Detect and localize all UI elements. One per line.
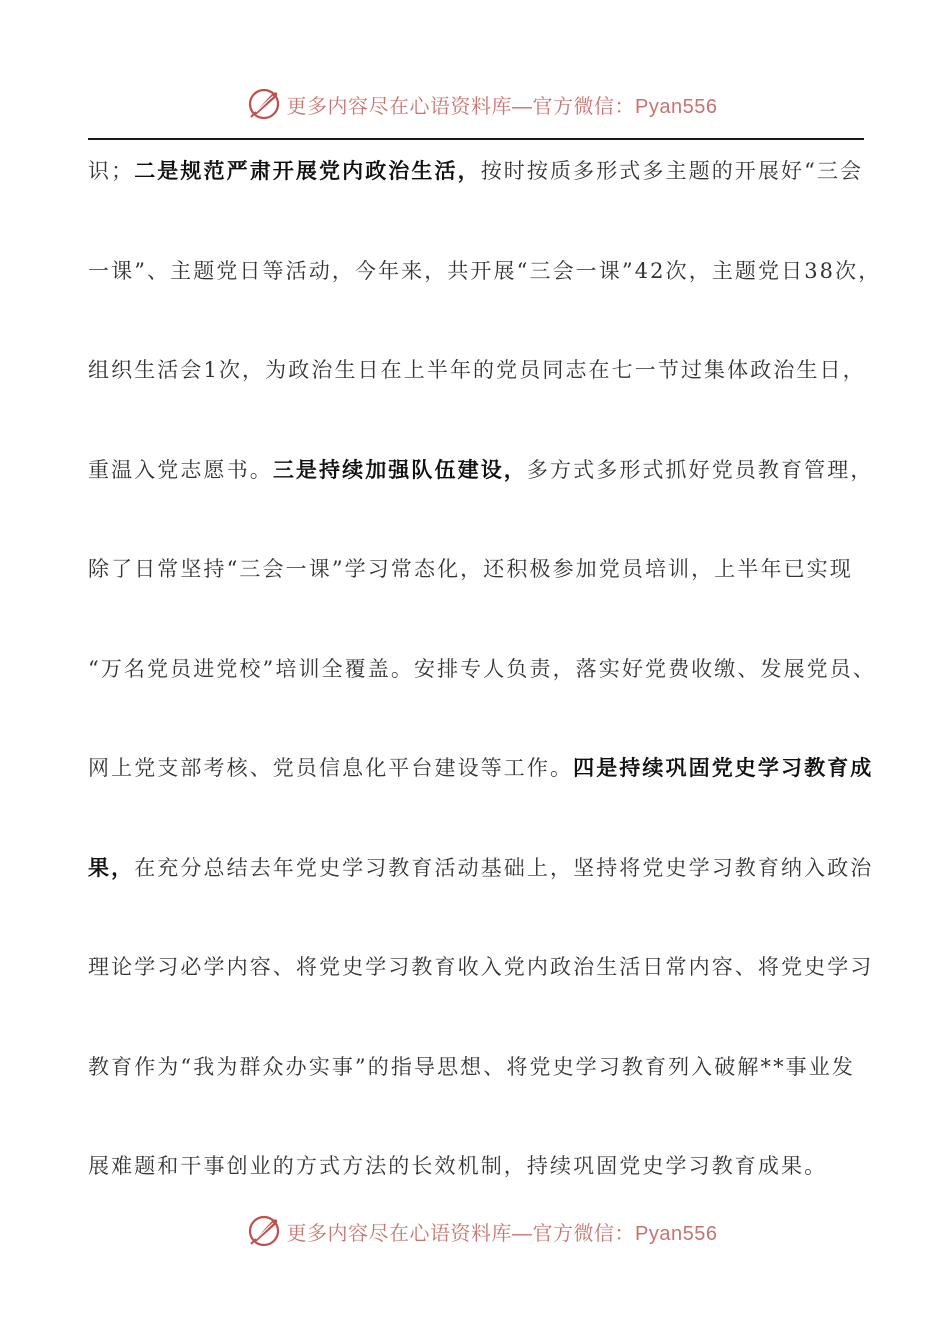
- document-body: [88, 142, 882, 1237]
- text-line-6: [88, 640, 876, 740]
- text-segment: 网上党支部考核、党员信息化平台建设等工作。: [88, 756, 574, 780]
- quill-pen-logo-icon: [247, 1214, 281, 1248]
- text-segment: 按时按质多形式多主题的开展好“三会: [480, 159, 864, 183]
- text-line-5: [88, 540, 873, 640]
- bold-heading-2: 二是规范严肃开展党内政治生活，: [134, 158, 481, 183]
- text-segment: 教育作为“我为群众办实事”的指导思想、将党史学习教育列入破解**事业发: [88, 1054, 855, 1079]
- header-banner: [0, 82, 950, 126]
- footer-site-text: 更多内容尽在心语资料库: [286, 1220, 513, 1245]
- text-segment: 在充分总结去年党史学习教育活动基础上，坚持将党史学习教育纳入政治: [134, 855, 874, 880]
- text-line-10: [88, 1038, 873, 1138]
- text-segment: 展难题和干事创业的方式方法的长效机制，持续巩固党史学习教育成果。: [88, 1154, 828, 1178]
- text-segment: 多方式多形式抓好党员教育管理，: [526, 457, 874, 482]
- footer-wechat-id: Pyan556: [635, 1222, 718, 1245]
- header-divider: [88, 138, 864, 140]
- text-line-4: [88, 441, 873, 541]
- footer-dash: —: [512, 1222, 533, 1245]
- text-segment: 组织生活会1次，为政治生日在上半年的党员同志在七一节过集体政治生日，: [88, 358, 866, 382]
- header-wechat-label: 官方微信：: [532, 93, 636, 118]
- bold-heading-4-end: 果，: [88, 854, 135, 880]
- quill-pen-logo-icon: [247, 87, 281, 121]
- text-line-9: [88, 938, 873, 1038]
- text-line-1: [88, 142, 873, 242]
- footer-banner-text: [287, 1217, 718, 1246]
- bold-heading-3: 三是持续加强队伍建设，: [272, 456, 527, 482]
- text-segment: 除了日常坚持“三会一课”学习常态化，还积极参加党员培训，上半年已实现: [88, 557, 853, 581]
- header-banner-inner: [247, 87, 718, 121]
- footer-banner: [0, 1209, 950, 1253]
- header-wechat-id: Pyan556: [635, 95, 718, 118]
- text-segment: 一课”、主题党日等活动，今年来，共开展“三会一课”42次，主题党日38次，: [88, 258, 882, 283]
- bold-heading-4: 四是持续巩固党史学习教育成: [573, 755, 874, 780]
- footer-banner-inner: [247, 1214, 718, 1248]
- text-line-8: [88, 839, 873, 939]
- text-line-3: [88, 341, 873, 441]
- text-segment: 理论学习必学内容、将党史学习教育收入党内政治生活日常内容、将党史学习: [88, 955, 874, 979]
- header-site-text: 更多内容尽在心语资料库: [286, 93, 513, 118]
- header-dash: —: [512, 95, 533, 118]
- text-line-2: [88, 242, 882, 342]
- header-banner-text: [287, 90, 718, 119]
- footer-wechat-label: 官方微信：: [532, 1220, 636, 1245]
- text-segment: 重温入党志愿书。: [88, 457, 273, 482]
- text-segment: “万名党员进党校”培训全覆盖。安排专人负责，落实好党费收缴、发展党员、: [88, 656, 876, 681]
- text-line-7: [88, 739, 873, 839]
- text-segment: 识；: [88, 159, 135, 183]
